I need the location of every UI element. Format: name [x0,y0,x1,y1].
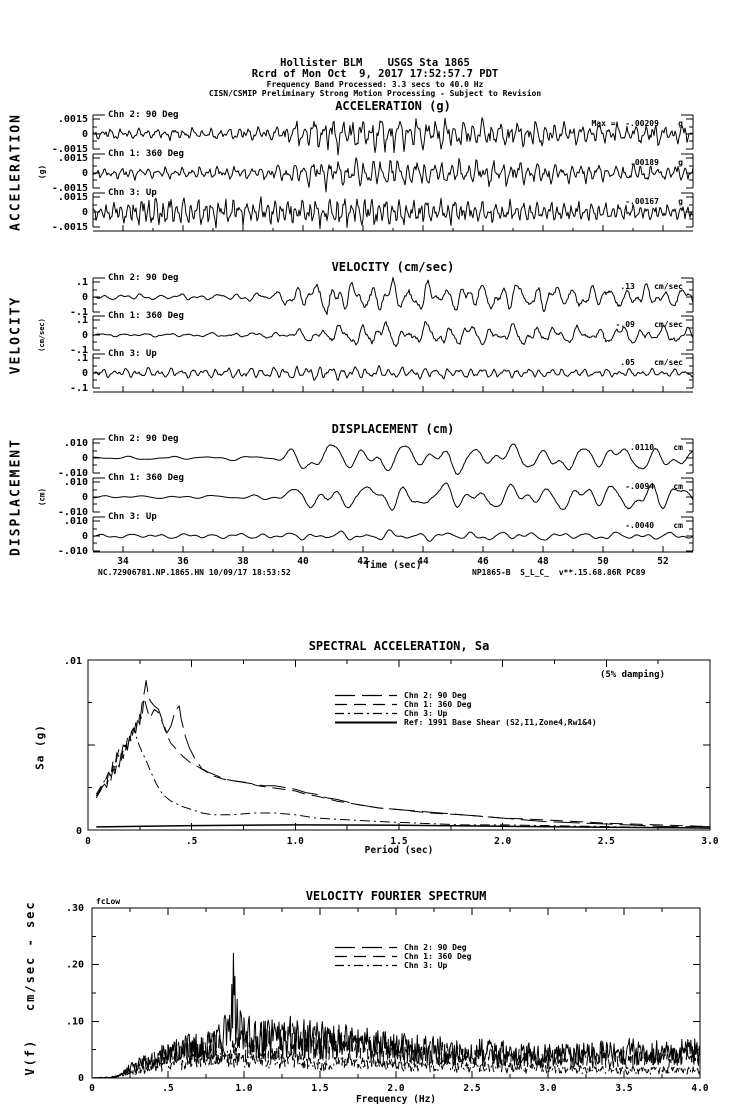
legend-label: Chn 3: Up [404,961,448,970]
channel-label: Chn 2: 90 Deg [108,434,179,444]
time-tick-label: 52 [657,556,669,567]
y-tick-label: 0 [81,168,88,179]
sa-series [96,825,710,828]
fourier-y-tick-label: 0 [77,1073,84,1084]
y-tick-label: .1 [75,277,88,288]
time-tick-label: 36 [177,556,189,567]
y-tick-label: 0 [81,292,88,303]
y-tick-label: -.010 [57,546,88,557]
legend-line-sample [335,718,397,727]
y-tick-label: -.0015 [51,183,88,194]
max-value-label: -.00167 g [625,197,683,206]
y-tick-label: -.1 [69,307,88,318]
fourier-x-tick-label: 1.5 [311,1083,329,1094]
sa-x-tick-label: 1.0 [286,836,304,847]
y-tick-label: 0 [81,368,88,379]
fourier-x-tick-label: 2.0 [387,1083,405,1094]
fourier-legend-row [335,955,448,970]
frequency-axis-label: Frequency (Hz) [355,1094,437,1105]
max-value-label: -.09 cm/sec [615,320,683,329]
channel-label: Chn 3: Up [108,512,157,522]
fourier-x-tick-label: 4.0 [691,1083,709,1094]
y-tick-label: .010 [63,477,88,488]
displacement-waveform [93,530,693,541]
y-tick-label: .010 [63,516,88,527]
legend-label: Chn 2: 90 Deg [404,691,467,700]
fourier-y-tick-label: .10 [65,1016,84,1028]
velocity-waveform [93,366,693,381]
damping-note: (5% damping) [599,670,665,680]
sa-y-tick-label: .01 [63,656,82,667]
disclaimer-note: CISN/CSMIP Preliminary Strong Motion Processing - Subject to Revision [208,89,542,98]
y-tick-label: -.010 [57,468,88,479]
legend-label: Chn 3: Up [404,709,448,718]
acceleration-side-label: ACCELERATION [8,113,24,231]
y-tick-label: .0015 [57,114,88,125]
station-title: Hollister BLM USGS Sta 1865 [280,57,470,69]
velocity-panel-title: VELOCITY (cm/sec) [331,260,455,274]
time-tick-label: 42 [357,556,369,567]
displacement-side-label: DISPLACEMENT [8,438,24,556]
max-value-label: .00189 g [630,158,683,167]
sa-x-tick-label: 0 [85,836,91,847]
channel-label: Chn 2: 90 Deg [108,273,179,283]
legend-label: Chn 1: 360 Deg [404,952,472,961]
processing-version-footer: NP1865-B S_L_C_ v**.15.68.86R PC89 [472,568,646,577]
fourier-x-tick-label: 3.5 [615,1083,633,1094]
fourier-x-tick-label: 3.0 [539,1083,557,1094]
legend-label: Chn 2: 90 Deg [404,943,467,952]
time-tick-label: 48 [537,556,549,567]
max-value-label: -.0040 cm [625,521,683,530]
frequency-band-note: Frequency Band Processed: 3.3 secs to 40.0 Hz [266,80,484,89]
fourier-chart-title: VELOCITY FOURIER SPECTRUM [305,889,487,903]
sa-legend-row [335,712,597,727]
time-tick-label: 34 [117,556,129,567]
sa-y-axis-label: Sa (g) [33,724,47,770]
y-tick-label: -.1 [69,383,88,394]
y-tick-label: -.0015 [51,222,88,233]
period-axis-label: Period (sec) [364,845,434,856]
max-value-label: .0110 cm [630,443,683,452]
channel-label: Chn 2: 90 Deg [108,110,179,120]
y-tick-label: 0 [81,492,88,503]
fourier-x-tick-label: 2.5 [463,1083,481,1094]
y-tick-label: .0015 [57,192,88,203]
legend-label: Ref: 1991 Base Shear (S2,I1,Zone4,Rw1&4) [404,718,597,727]
channel-label: Chn 1: 360 Deg [108,311,184,321]
acceleration-panel-graphics [52,114,693,233]
fourier-x-tick-label: .5 [162,1083,174,1094]
y-tick-label: -.010 [57,507,88,518]
acceleration-panel-title: ACCELERATION (g) [335,99,451,113]
time-axis-label: Time (sec) [364,560,422,571]
fourier-y-axis-label: V(f) cm/sec - sec [23,900,37,1076]
y-tick-label: .0015 [57,153,88,164]
max-value-label: -.0094 cm [625,482,683,491]
fourier-y-tick-label: .20 [65,959,84,971]
sa-x-tick-label: .5 [185,836,198,847]
max-value-label: .13 cm/sec [620,282,683,291]
displacement-panel-title: DISPLACEMENT (cm) [331,422,455,436]
legend-line-sample [335,961,397,970]
fourier-chart-graphics [66,903,709,1094]
fourier-x-tick-label: 1.0 [235,1083,253,1094]
channel-label: Chn 1: 360 Deg [108,473,184,483]
record-id-footer: NC.72906781.NP.1865.HN 10/09/17 18:53:52 [98,568,291,577]
sa-x-tick-label: 2.5 [597,836,615,847]
time-tick-label: 38 [237,556,249,567]
max-value-label: Max = -.00209 g [591,119,683,128]
y-tick-label: 0 [81,453,88,464]
filter-corner-note: fcLow [96,897,121,906]
time-tick-label: 50 [597,556,609,567]
time-tick-label: 44 [417,556,429,567]
channel-label: Chn 3: Up [108,349,157,359]
sa-x-tick-label: 1.5 [390,836,408,847]
y-tick-label: 0 [81,531,88,542]
velocity-side-label: VELOCITY [8,295,24,375]
sa-y-tick-label: 0 [75,826,82,837]
time-tick-label: 46 [477,556,489,567]
y-tick-label: 0 [81,207,88,218]
y-tick-label: 0 [81,129,88,140]
y-tick-label: -.1 [69,345,88,356]
fourier-y-tick-label: .30 [65,903,84,914]
legend-label: Chn 1: 360 Deg [404,700,472,709]
channel-label: Chn 1: 360 Deg [108,149,184,159]
y-tick-label: .1 [75,353,88,364]
sa-x-tick-label: 2.0 [494,836,512,847]
displacement-panel-graphics [58,438,693,567]
sa-chart-title: SPECTRAL ACCELERATION, Sa [308,639,490,653]
y-tick-label: 0 [81,330,88,341]
acceleration-side-unit: (g) [37,164,47,180]
sa-x-tick-label: 3.0 [701,836,719,847]
y-tick-label: -.0015 [51,144,88,155]
time-tick-label: 40 [297,556,309,567]
max-value-label: .05 cm/sec [620,358,683,367]
velocity-side-unit: (cm/sec) [38,318,46,352]
sa-series [96,728,710,828]
fourier-x-tick-label: 0 [89,1083,95,1094]
channel-label: Chn 3: Up [108,188,157,198]
displacement-side-unit: (cm) [37,487,47,507]
record-timestamp: Rcrd of Mon Oct 9, 2017 17:52:57.7 PDT [251,68,499,80]
y-tick-label: .010 [63,438,88,449]
y-tick-label: .1 [75,315,88,326]
velocity-panel-graphics [70,277,693,394]
fourier-series [92,953,700,1078]
